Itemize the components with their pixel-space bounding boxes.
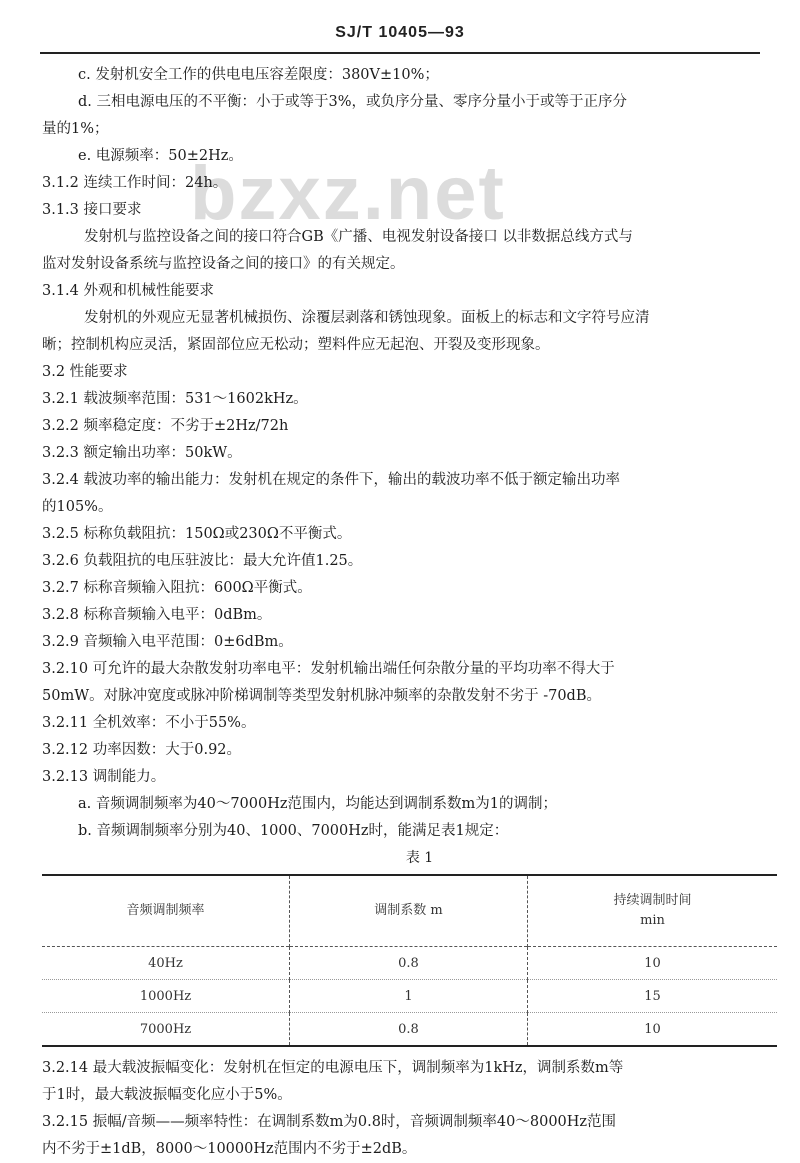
cell-frequency: 1000Hz: [42, 980, 290, 1013]
document-body: [42, 62, 777, 1163]
paragraph-interface: 发射机与监控设备之间的接口符合GB《广播、电视发射设备接口 以非数据总线方式与: [84, 229, 633, 245]
clause-3-2-7: 3.2.7 标称音频输入阻抗：600Ω平衡式。: [42, 580, 312, 596]
header-duration-label: 持续调制时间: [613, 893, 692, 908]
item-c: c. 发射机安全工作的供电电压容差限度：380V±10%；: [78, 67, 439, 83]
header-duration-unit: min: [640, 913, 665, 928]
clause-3-2-8: 3.2.8 标称音频输入电平：0dBm。: [42, 607, 272, 623]
clause-3-1-3: 3.1.3 接口要求: [42, 202, 142, 218]
clause-3-2-12: 3.2.12 功率因数：大于0.92。: [42, 742, 242, 758]
header-audio-frequency: 音频调制频率: [126, 903, 205, 918]
clause-3-1-4: 3.1.4 外观和机械性能要求: [42, 283, 215, 299]
clause-3-2-11: 3.2.11 全机效率：不小于55%。: [42, 715, 256, 731]
clause-3-2-4-cont: 的105%。: [42, 499, 113, 515]
item-e: e. 电源频率：50±2Hz。: [78, 148, 243, 164]
paragraph-appearance: 发射机的外观应无显著机械损伤、涂覆层剥落和锈蚀现象。面板上的标志和文字符号应清: [84, 310, 650, 326]
header-modulation-factor: 调制系数 m: [290, 875, 528, 947]
modulation-table: [42, 874, 777, 1047]
clause-3-2-2: 3.2.2 频率稳定度：不劣于±2Hz/72h: [42, 418, 289, 434]
cell-duration: 10: [528, 1013, 778, 1047]
cell-modulation: 0.8: [290, 1013, 528, 1047]
item-d: d. 三相电源电压的不平衡：小于或等于3%，或负序分量、零序分量小于或等于正序分: [78, 94, 628, 110]
clause-3-2-10: 3.2.10 可允许的最大杂散发射功率电平：发射机输出端任何杂散分量的平均功率不得大于: [42, 661, 615, 677]
standard-code: SJ/T 10405—93: [335, 24, 465, 41]
paragraph-interface-cont: 监对发射设备系统与监控设备之间的接口》的有关规定。: [42, 256, 405, 272]
table-header-row: [42, 875, 777, 947]
table-row: [42, 1013, 777, 1047]
clause-3-2-5: 3.2.5 标称负载阻抗：150Ω或230Ω不平衡式。: [42, 526, 352, 542]
cell-duration: 10: [528, 947, 778, 980]
cell-duration: 15: [528, 980, 778, 1013]
watermark: bzxz.net: [190, 151, 506, 236]
clause-3-2-10-cont: 50mW。对脉冲宽度或脉冲阶梯调制等类型发射机脉冲频率的杂散发射不劣于 -70dB。: [42, 688, 601, 704]
clause-3-2-15: 3.2.15 振幅/音频——频率特性：在调制系数m为0.8时，音频调制频率40～8000Hz范围: [42, 1114, 617, 1130]
page-header: [40, 20, 760, 54]
cell-frequency: 40Hz: [42, 947, 290, 980]
clause-3-1-2: 3.1.2 连续工作时间：24h。: [42, 175, 228, 191]
cell-modulation: 0.8: [290, 947, 528, 980]
cell-frequency: 7000Hz: [42, 1013, 290, 1047]
table-row: [42, 980, 777, 1013]
clause-3-2-14-cont: 于1时，最大载波振幅变化应小于5%。: [42, 1087, 292, 1103]
section-3-2: 3.2 性能要求: [42, 364, 128, 380]
item-d-cont: 量的1%；: [42, 121, 109, 137]
header-duration: [528, 875, 778, 947]
cell-modulation: 1: [290, 980, 528, 1013]
clause-3-2-4: 3.2.4 载波功率的输出能力：发射机在规定的条件下，输出的载波功率不低于额定输出功率: [42, 472, 620, 488]
clause-3-2-9: 3.2.9 音频输入电平范围：0±6dBm。: [42, 634, 293, 650]
table-caption: 表 1: [405, 850, 434, 866]
item-b: b. 音频调制频率分别为40、1000、7000Hz时，能满足表1规定：: [78, 823, 509, 839]
table-row: [42, 947, 777, 980]
clause-3-2-1: 3.2.1 载波频率范围：531～1602kHz。: [42, 391, 308, 407]
clause-3-2-13: 3.2.13 调制能力。: [42, 769, 166, 785]
clause-3-2-15-cont: 内不劣于±1dB，8000～10000Hz范围内不劣于±2dB。: [42, 1141, 417, 1157]
paragraph-appearance-cont: 晰；控制机构应灵活，紧固部位应无松动；塑料件应无起泡、开裂及变形现象。: [42, 337, 550, 353]
clause-3-2-14: 3.2.14 最大载波振幅变化：发射机在恒定的电源电压下，调制频率为1kHz，调制系数m等: [42, 1060, 624, 1076]
clause-3-2-6: 3.2.6 负载阻抗的电压驻波比：最大允许值1.25。: [42, 553, 363, 569]
clause-3-2-3: 3.2.3 额定输出功率：50kW。: [42, 445, 242, 461]
item-a: a. 音频调制频率为40～7000Hz范围内，均能达到调制系数m为1的调制；: [78, 796, 557, 812]
